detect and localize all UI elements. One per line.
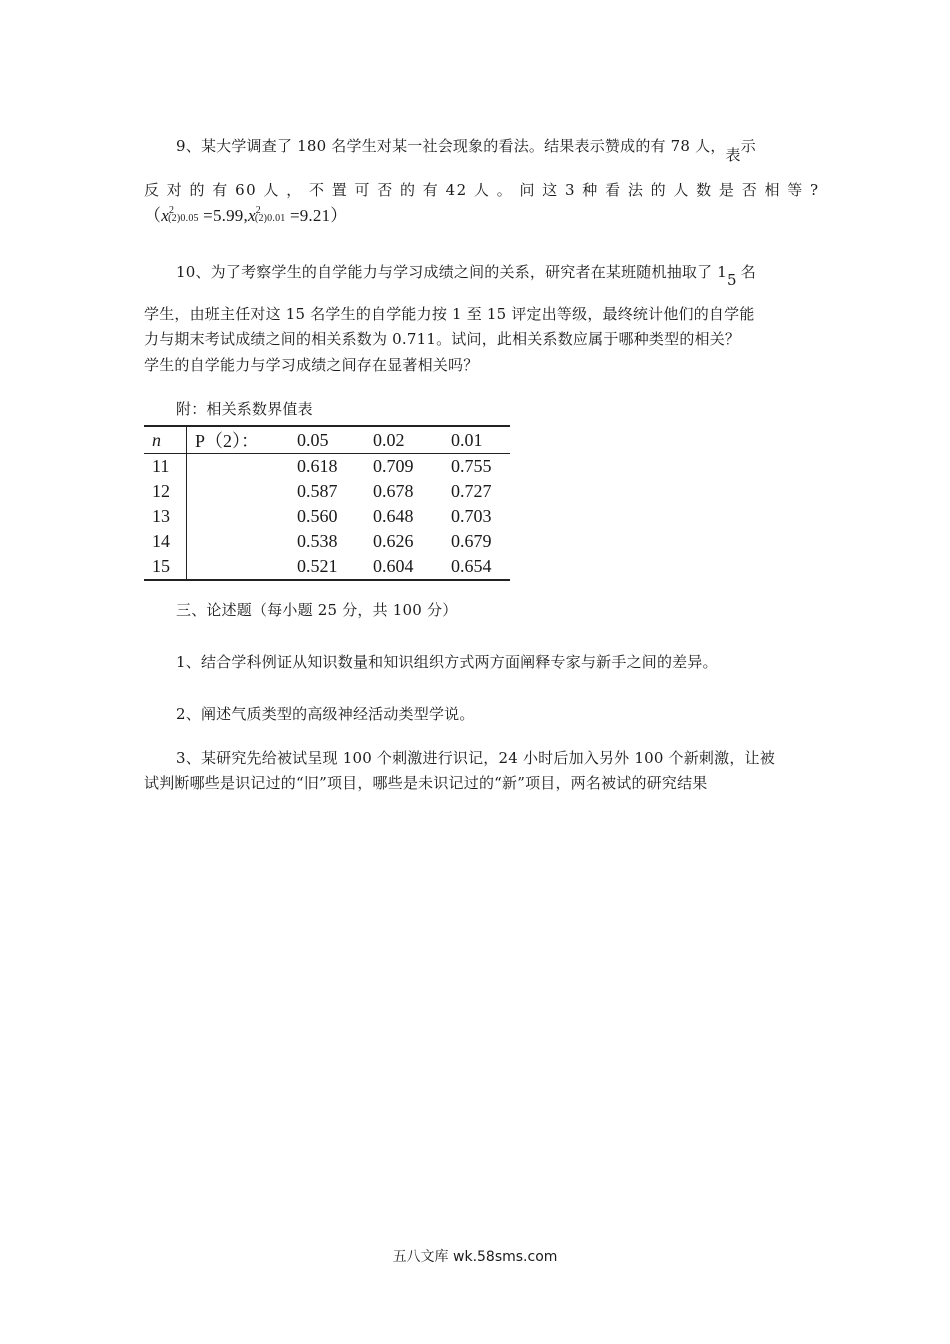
q9-line1-text: 9、某大学调查了 180 名学生对某一社会现象的看法。结果表示赞成的有 78 人， bbox=[176, 137, 726, 155]
formula-sub2: (2)0.01 bbox=[254, 213, 286, 224]
cell-value: 0.560 bbox=[297, 506, 338, 526]
q9-line2: 反 对 的 有 60 人 ， 不 置 可 否 的 有 42 人 。 问 这 3 种 看 法 的 人 数 是 否 相 等 ? bbox=[144, 181, 820, 199]
cell-value: 0.654 bbox=[451, 556, 492, 576]
section3-q2: 2、阐述气质类型的高级神经活动类型学说。 bbox=[176, 705, 475, 723]
footer-watermark: 五八文库 wk.58sms.com bbox=[392, 1249, 558, 1265]
cell-value: 0.755 bbox=[451, 456, 492, 476]
q10-line1-end: 名 bbox=[740, 263, 756, 281]
q9-line1-tail-low: 表 bbox=[725, 146, 741, 164]
section3-q1: 1、结合学科例证从知识数量和知识组织方式两方面阐释专家与新手之间的差异。 bbox=[176, 653, 718, 671]
q10-line1-num1: 1 bbox=[717, 263, 728, 281]
formula-open: （ bbox=[144, 206, 162, 225]
table-row bbox=[144, 479, 510, 504]
q10-line2: 学生，由班主任对这 15 名学生的自学能力按 1 至 15 评定出等级，最终统计他们的自学能 bbox=[144, 305, 755, 323]
correlation-table bbox=[144, 425, 510, 581]
table-row bbox=[144, 454, 510, 480]
cell-value: 0.587 bbox=[297, 481, 338, 501]
q10-line1-num2: 5 bbox=[727, 271, 737, 289]
formula-val1: =5.99, bbox=[203, 206, 248, 225]
q10-line1-text: 10、为了考察学生的自学能力与学习成绩之间的关系，研究者在某班随机抽取了 bbox=[176, 263, 713, 281]
cell-value: 0.703 bbox=[451, 506, 492, 526]
cell-blank bbox=[187, 479, 298, 504]
formula-val2: =9.21 bbox=[289, 206, 331, 225]
cell-n: 11 bbox=[152, 456, 170, 476]
cell-n: 14 bbox=[152, 531, 170, 551]
section3-heading: 三、论述题（每小题 25 分，共 100 分） bbox=[176, 601, 458, 619]
formula-close: ） bbox=[330, 206, 348, 225]
formula-var1: x bbox=[161, 206, 169, 225]
formula-sub1: (2)0.05 bbox=[168, 213, 199, 224]
section3-q3-line1: 3、某研究先给被试呈现 100 个刺激进行识记，24 小时后加入另外 100 个新刺激，让被 bbox=[176, 749, 775, 767]
q10-line1 bbox=[176, 262, 756, 289]
formula-sup2: 2 bbox=[255, 205, 261, 216]
table-row bbox=[144, 554, 510, 580]
cell-value: 0.626 bbox=[373, 531, 414, 551]
cell-value: 0.521 bbox=[297, 556, 338, 576]
table-row bbox=[144, 504, 510, 529]
q9-line1-tail-high: 示 bbox=[740, 137, 756, 155]
header-p: P（2）： bbox=[187, 426, 298, 454]
formula-sup1: 2 bbox=[168, 205, 175, 216]
cell-n: 13 bbox=[152, 506, 170, 526]
q9-line1 bbox=[176, 136, 756, 164]
cell-value: 0.727 bbox=[451, 481, 492, 501]
cell-n: 12 bbox=[152, 481, 170, 501]
cell-value: 0.679 bbox=[451, 531, 492, 551]
section3-q3-line2: 试判断哪些是识记过的“旧”项目，哪些是未识记过的“新”项目，两名被试的研究结果 bbox=[144, 774, 708, 792]
q10-line4: 学生的自学能力与学习成绩之间存在显著相关吗？ bbox=[144, 356, 479, 374]
table-row bbox=[144, 529, 510, 554]
cell-blank bbox=[187, 504, 298, 529]
table-header-row bbox=[144, 426, 510, 454]
cell-blank bbox=[187, 554, 298, 580]
header-001: 0.01 bbox=[451, 429, 483, 450]
table-caption: 附：相关系数界值表 bbox=[176, 400, 313, 418]
formula-var2: x bbox=[247, 206, 256, 225]
cell-blank bbox=[187, 529, 298, 554]
cell-value: 0.618 bbox=[297, 456, 338, 476]
cell-value: 0.648 bbox=[373, 506, 414, 526]
q10-line3: 力与期末考试成绩之间的相关系数为 0.711。试问，此相关系数应属于哪种类型的相关？ bbox=[144, 330, 741, 348]
cell-value: 0.604 bbox=[373, 556, 414, 576]
q9-formula bbox=[144, 204, 347, 231]
cell-value: 0.538 bbox=[297, 531, 338, 551]
cell-value: 0.709 bbox=[373, 456, 414, 476]
cell-value: 0.678 bbox=[373, 481, 414, 501]
cell-n: 15 bbox=[152, 556, 170, 576]
header-n: n bbox=[152, 429, 161, 450]
header-002: 0.02 bbox=[373, 429, 405, 450]
header-005: 0.05 bbox=[297, 429, 329, 450]
cell-blank bbox=[187, 454, 298, 480]
